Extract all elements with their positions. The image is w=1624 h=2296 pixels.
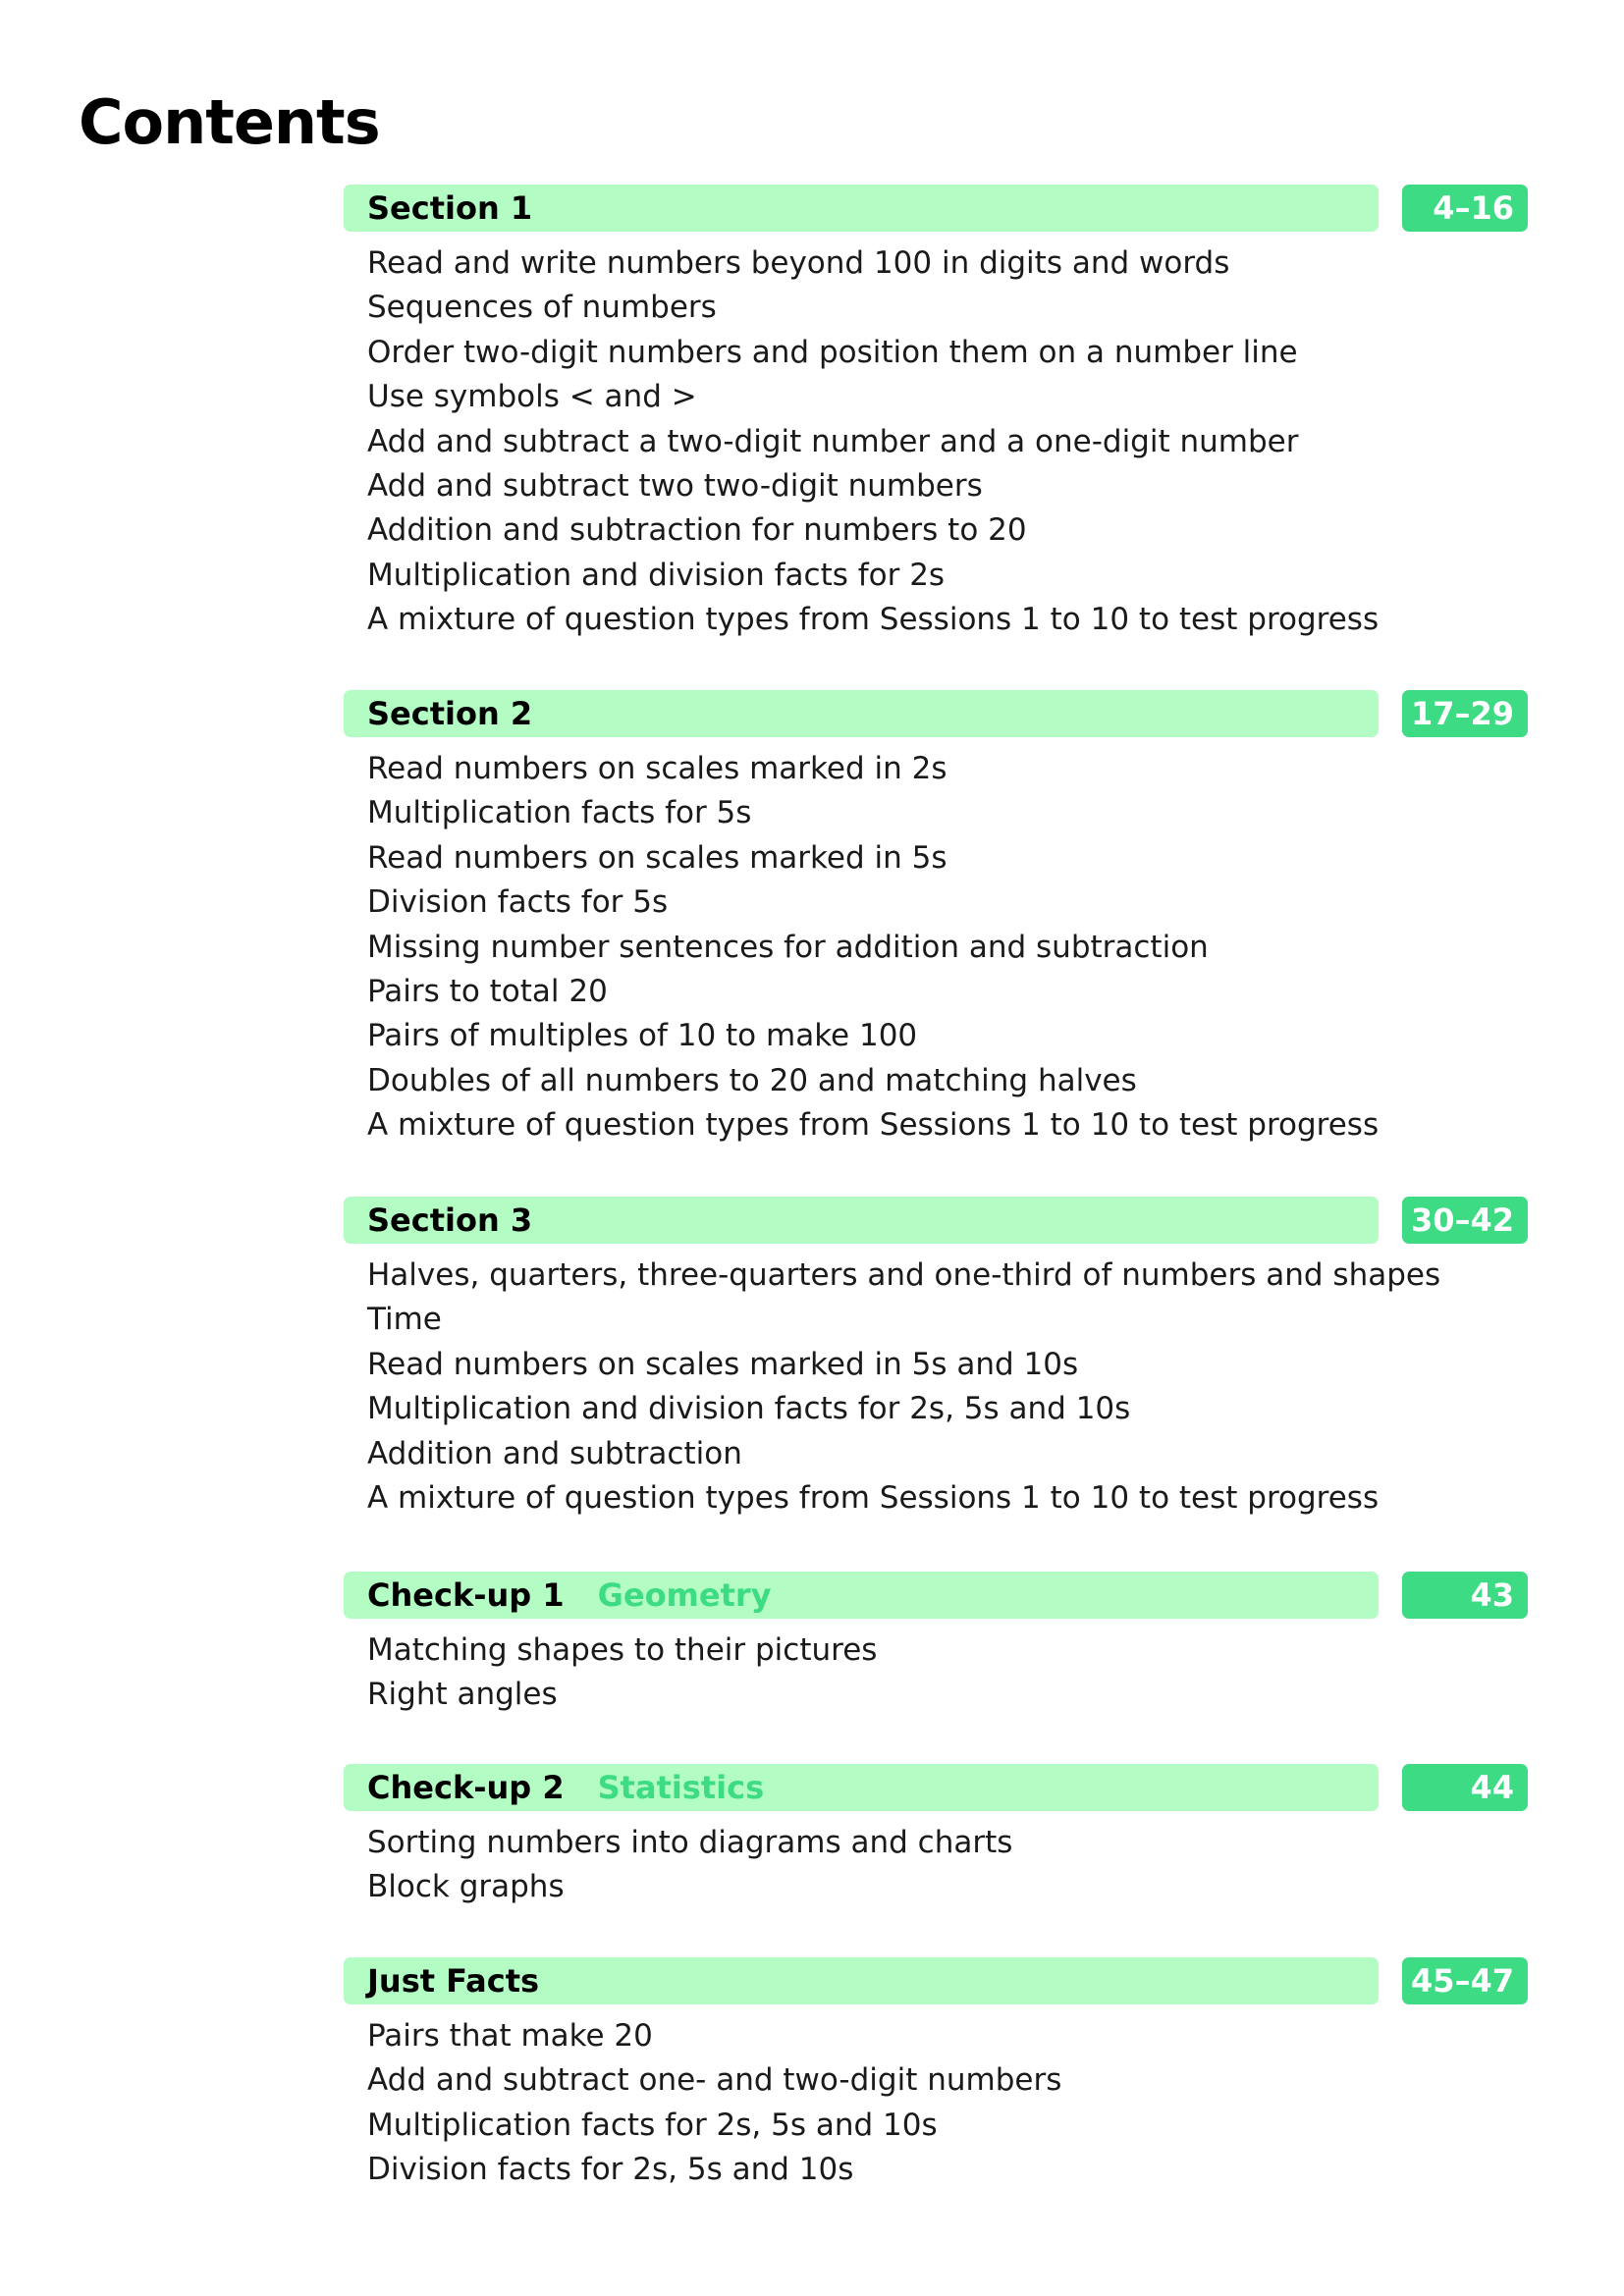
topic-item: Multiplication and division facts for 2s, 5s and 10s (367, 1391, 1131, 1427)
section-title-bar (344, 1957, 1379, 2004)
section-block (344, 690, 1528, 1148)
topic-item: Addition and subtraction for numbers to 20 (367, 512, 1027, 549)
topic-item: Halves, quarters, three-quarters and one-third of numbers and shapes (367, 1257, 1441, 1293)
section-block (344, 1957, 1528, 2193)
section-title: Check-up 2 (367, 1769, 565, 1806)
topic-item: Missing number sentences for addition and subtraction (367, 929, 1209, 965)
topic-item: Order two-digit numbers and position them on a number line (367, 334, 1298, 370)
topic-item: Add and subtract two two-digit numbers (367, 467, 983, 504)
topic-item: Add and subtract one- and two-digit numbers (367, 2062, 1062, 2099)
topic-item: Read numbers on scales marked in 5s and 10s (367, 1346, 1079, 1382)
section-subtitle: Statistics (597, 1769, 765, 1806)
section-header (344, 1764, 1528, 1811)
section-header (344, 1197, 1528, 1244)
topic-item: Use symbols < and > (367, 379, 697, 415)
section-block (344, 1764, 1528, 1910)
topic-item: Matching shapes to their pictures (367, 1632, 878, 1668)
section-header (344, 1957, 1528, 2004)
topic-item: Doubles of all numbers to 20 and matching halves (367, 1062, 1137, 1098)
topic-list (344, 747, 1528, 1148)
section-title: Section 2 (367, 695, 533, 732)
topic-item: Multiplication facts for 5s (367, 795, 752, 831)
section-title: Check-up 1 (367, 1576, 565, 1614)
section-title-bar (344, 1764, 1379, 1811)
section-block (344, 1197, 1528, 1521)
page-range-badge: 43 (1402, 1572, 1528, 1619)
topic-item: Division facts for 2s, 5s and 10s (367, 2152, 854, 2188)
topic-item: Pairs to total 20 (367, 973, 608, 1009)
topic-item: Read and write numbers beyond 100 in digits and words (367, 245, 1230, 281)
section-block (344, 1572, 1528, 1718)
section-title: Section 3 (367, 1201, 533, 1239)
section-header (344, 690, 1528, 737)
page-title: Contents (79, 86, 380, 158)
section-subtitle: Geometry (597, 1576, 772, 1614)
topic-item: Read numbers on scales marked in 5s (367, 839, 947, 876)
topic-item: Read numbers on scales marked in 2s (367, 751, 947, 786)
topic-item: Multiplication facts for 2s, 5s and 10s (367, 2107, 938, 2143)
topic-item: Pairs of multiples of 10 to make 100 (367, 1018, 918, 1054)
topic-item: Pairs that make 20 (367, 2018, 653, 2054)
section-title-bar (344, 185, 1379, 232)
section-header (344, 185, 1528, 232)
topic-item: Sorting numbers into diagrams and charts (367, 1825, 1013, 1860)
topic-list (344, 1821, 1528, 1910)
section-title-bar (344, 1572, 1379, 1619)
page-range-badge: 30–42 (1402, 1197, 1528, 1244)
topic-item: A mixture of question types from Sessions 1 to 10 to test progress (367, 602, 1380, 638)
section-header (344, 1572, 1528, 1619)
section-title-bar (344, 1197, 1379, 1244)
topic-item: A mixture of question types from Sessions 1 to 10 to test progress (367, 1107, 1380, 1144)
page-range-badge: 17–29 (1402, 690, 1528, 737)
page-range-badge: 4–16 (1402, 185, 1528, 232)
topic-item: Block graphs (367, 1869, 565, 1905)
topic-item: Addition and subtraction (367, 1435, 742, 1471)
section-title: Section 1 (367, 189, 533, 227)
topic-item: Sequences of numbers (367, 290, 717, 326)
topic-item: A mixture of question types from Sessions 1 to 10 to test progress (367, 1479, 1380, 1516)
page-range-badge: 44 (1402, 1764, 1528, 1811)
section-title-bar (344, 690, 1379, 737)
topic-list (344, 1629, 1528, 1718)
topic-list (344, 241, 1528, 643)
section-block (344, 185, 1528, 643)
section-title: Just Facts (367, 1962, 540, 2000)
topic-item: Division facts for 5s (367, 884, 669, 921)
topic-item: Right angles (367, 1677, 558, 1713)
topic-list (344, 1254, 1528, 1521)
topic-item: Time (367, 1302, 442, 1338)
page-range-badge: 45–47 (1402, 1957, 1528, 2004)
topic-item: Add and subtract a two-digit number and a one-digit number (367, 423, 1299, 459)
topic-item: Multiplication and division facts for 2s (367, 557, 946, 593)
topic-list (344, 2014, 1528, 2193)
